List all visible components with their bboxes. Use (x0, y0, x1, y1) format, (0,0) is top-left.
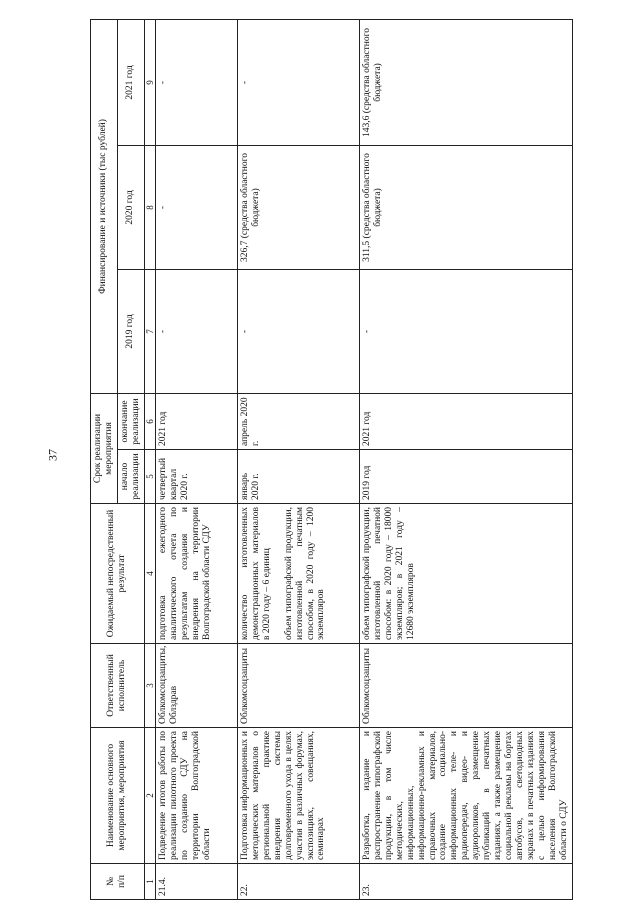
table-row (238, 19, 360, 899)
col-number: 1 (144, 864, 155, 900)
col-number: 9 (144, 19, 155, 145)
header-term-end: окончание реализации (117, 393, 144, 449)
row-end: апрель 2020 г. (238, 393, 360, 449)
row-name: Подведение итогов работы по реализации пилотного проекта по созданию СДУ на территории Волгоградской области (156, 728, 238, 864)
header-year-2021: 2021 год (117, 19, 144, 145)
row-result: количество изготовленных демонстрационных материалов в 2020 году – 6 единиц объем типографской продукции, изготовленной печатным способом, в 2020 году – 1200 экземпляров (238, 504, 360, 644)
row-result: объем типографской продукции, изготовленной печатной способом: в 2020 году – 18000 экземпляров; в 2021 году – 12680 экземпляров (360, 504, 573, 644)
header-no: № п/п (91, 864, 145, 900)
col-number: 8 (144, 145, 155, 269)
row-number: 23. (360, 864, 573, 900)
row-number: 21.4. (156, 864, 238, 900)
col-number: 2 (144, 728, 155, 864)
header-term-start: начало реализации (117, 450, 144, 504)
header-name: Наименование основного мероприятия, мероприятия (91, 728, 145, 864)
program-table (90, 19, 573, 900)
row-finance-2020: 326,7 (средства областного бюджета) (238, 145, 360, 269)
column-number-row (144, 19, 155, 899)
page-number: 37 (45, 449, 60, 461)
row-end: 2021 год (156, 393, 238, 449)
row-name: Разработка, издание и распространение типографской продукции, в том числе методических, информационных, информационно-рекламных и справочных материалов, создание социально-информационных теле- и радиопередач, видео- и аудиороликов, размещение публикаций в печатных изданиях, а также размещение социальной рекламы на бортах автобусов, светодиодных экранах и в печатных изданиях с целью информирования населения Волгоградской области о СДУ (360, 728, 573, 864)
col-number: 6 (144, 393, 155, 449)
row-start: 2019 год (360, 450, 573, 504)
row-finance-2020: 311,5 (средства областного бюджета) (360, 145, 573, 269)
header-executor: Ответственный исполнитель (91, 644, 145, 728)
row-number: 22. (238, 864, 360, 900)
header-year-2019: 2019 год (117, 269, 144, 393)
row-executor: Облкомсоцзащиты, Облздрав (156, 644, 238, 728)
document-page (90, 20, 569, 900)
row-executor: Облкомсоцзащиты (360, 644, 573, 728)
col-number: 7 (144, 269, 155, 393)
row-start: четвертый квартал 2020 г. (156, 450, 238, 504)
header-finance: Финансирование и источники (тыс рублей) (91, 19, 118, 393)
header-year-2020: 2020 год (117, 145, 144, 269)
row-start: январь 2020 г. (238, 450, 360, 504)
col-number: 3 (144, 644, 155, 728)
row-end: 2021 год (360, 393, 573, 449)
row-finance-2021: - (238, 19, 360, 145)
row-result: подготовка ежегодного аналитического отчета по результатам создания и внедрения на территории Волгоградской области СДУ (156, 504, 238, 644)
header-result: Ожидаемый непосредственный результат (91, 504, 145, 644)
row-finance-2019: - (360, 269, 573, 393)
col-number: 4 (144, 504, 155, 644)
header-term: Срок реализации мероприятия (91, 393, 118, 503)
row-finance-2019: - (238, 269, 360, 393)
row-finance-2020: - (156, 145, 238, 269)
row-name: Подготовка информационных и методических материалов о региональной практике внедрения системы долговременного ухода в целях участия в различных форумах, экспозициях, совещаниях, семинарах (238, 728, 360, 864)
rotated-table-container (90, 20, 569, 900)
table-row (156, 19, 238, 899)
row-finance-2019: - (156, 269, 238, 393)
row-finance-2021: - (156, 19, 238, 145)
col-number: 5 (144, 450, 155, 504)
row-executor: Облкомсоцзащиты (238, 644, 360, 728)
table-row (360, 19, 573, 899)
row-finance-2021: 143,6 (средства областного бюджета) (360, 19, 573, 145)
